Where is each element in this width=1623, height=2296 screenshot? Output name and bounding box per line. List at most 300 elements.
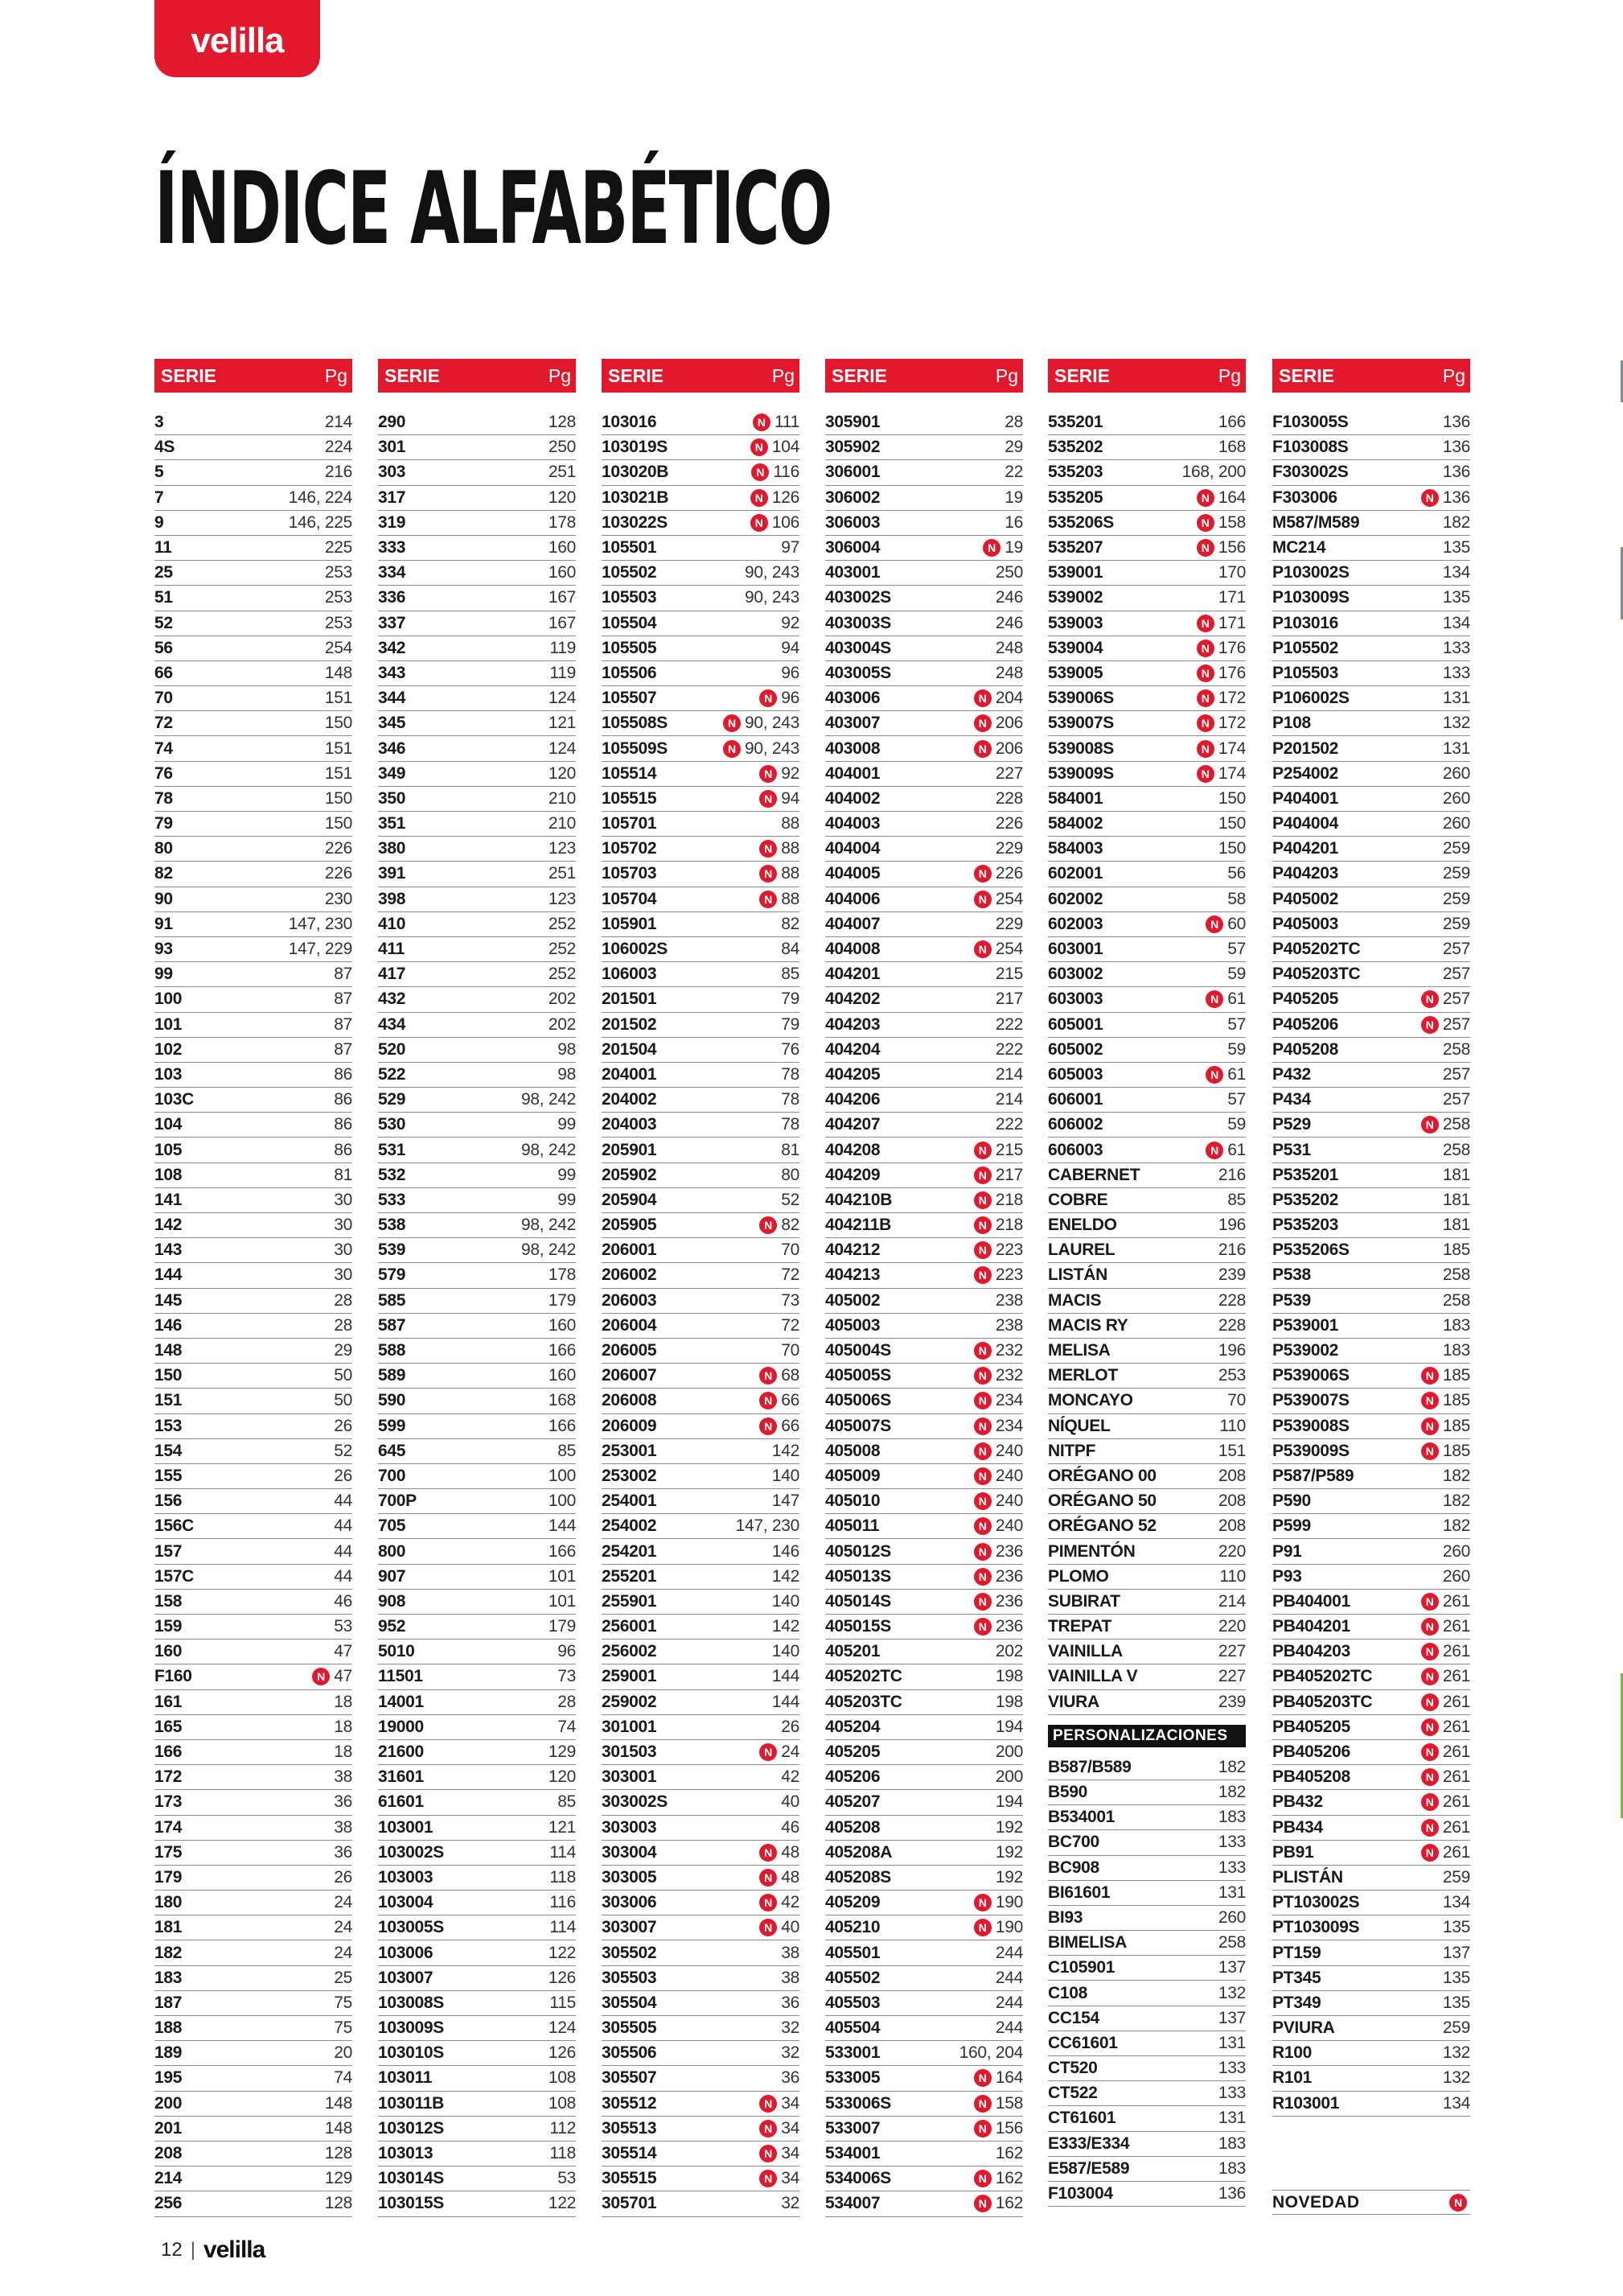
index-row [602,1389,799,1413]
index-row [1048,1664,1246,1689]
page-ref: 214 [995,1064,1023,1084]
serie-code: 306001 [825,463,881,482]
serie-code: 206002 [602,1265,657,1285]
serie-code: 161 [154,1692,183,1711]
page-ref: 261 [1442,1617,1470,1636]
page-ref: 133 [1218,1858,1246,1877]
serie-code: 103011B [378,2093,444,2113]
novedad-badge-icon: N [759,1919,777,1936]
serie-code: P590 [1272,1492,1311,1511]
index-row [1048,511,1246,536]
serie-code: 405007S [825,1416,891,1435]
page-ref: 151 [1218,1441,1246,1460]
serie-code: 204002 [602,1090,657,1109]
index-row [1272,1740,1470,1765]
page-ref: 236 [995,1617,1023,1636]
index-row [602,486,799,511]
index-row [825,2117,1023,2142]
index-row [378,1816,576,1841]
page-ref: 236 [995,1541,1023,1561]
serie-code: 31601 [378,1767,424,1787]
serie-code: 103019S [602,438,668,457]
serie-code: 539 [378,1241,406,1260]
page-ref: 228 [995,788,1023,808]
serie-code: F160 [154,1667,192,1686]
index-row [602,1690,799,1715]
serie-code: 404208 [825,1140,881,1159]
index-row [1048,912,1246,937]
serie-code: 603001 [1048,940,1103,959]
index-row [378,837,576,862]
index-row [1272,1464,1470,1489]
page-ref: 34 [781,2118,799,2138]
page-ref: 59 [1227,965,1246,984]
novedad-badge-icon: N [759,2120,777,2138]
page-ref: 183 [1218,1808,1246,1827]
novedad-badge-icon: N [1421,1016,1439,1034]
index-row [1048,2056,1246,2081]
serie-code: 103014S [378,2169,444,2188]
index-row [1272,1389,1470,1413]
serie-code: 404211B [825,1216,891,1235]
serie-code: 259001 [602,1667,657,1686]
serie-code: B590 [1048,1783,1088,1802]
page-ref: 42 [781,1767,799,1787]
page-ref: 47 [334,1642,352,1661]
index-row [825,1915,1023,1940]
serie-code: 103020B [602,463,669,482]
serie-code: 405013S [825,1566,891,1586]
index-row [378,1113,576,1138]
page-ref: 223 [995,1265,1023,1285]
serie-code: ORÉGANO 00 [1048,1466,1157,1485]
brand-logo [154,0,320,77]
serie-code: PB405202TC [1272,1667,1373,1686]
index-row [1048,636,1246,661]
novedad-badge-icon: N [1197,765,1214,783]
page-ref: 194 [995,1717,1023,1736]
index-row [378,937,576,962]
index-row [378,1514,576,1539]
page-ref: 185 [1442,1241,1470,1260]
index-row [378,2166,576,2191]
page-ref: 132 [1442,2043,1470,2063]
serie-code: 346 [378,739,406,758]
serie-code: P103016 [1272,613,1338,632]
index-row [154,1966,352,1991]
page-ref: 133 [1218,2084,1246,2103]
serie-code: 255201 [602,1566,657,1586]
column-header [378,359,576,393]
index-row [154,1690,352,1715]
serie-code: P103009S [1272,588,1350,607]
index-row [825,1966,1023,1991]
page-ref: 208 [1218,1516,1246,1536]
serie-code: 539008S [1048,739,1114,758]
serie-code: 404006 [825,889,881,908]
index-row [1272,586,1470,611]
page-ref: 258 [1442,1115,1470,1134]
index-row [378,1489,576,1514]
serie-code: P105503 [1272,663,1338,682]
serie-code: 195 [154,2068,183,2088]
page-ref: 72 [781,1265,799,1285]
serie-code: 306004 [825,538,881,558]
page-ref: 38 [334,1767,352,1787]
novedad-badge-icon: N [1421,1743,1439,1761]
serie-code: 103010S [378,2043,444,2063]
header-pg: Pg [1218,364,1241,386]
index-row [825,762,1023,787]
serie-code: 78 [154,788,173,808]
novedad-badge-icon: N [750,489,768,507]
serie-code: PB405206 [1272,1743,1350,1762]
serie-code: 253002 [602,1466,657,1485]
novedad-badge-icon: N [1421,1442,1439,1460]
serie-code: 181 [154,1918,183,1937]
page-ref: 46 [781,1817,799,1837]
novedad-badge-icon: N [759,1418,777,1435]
index-row [602,1590,799,1615]
page-ref: 166 [548,1416,576,1435]
novedad-badge-icon: N [1206,916,1223,933]
serie-code: 531 [378,1140,406,1159]
serie-code: 301 [378,438,406,457]
novedad-badge-icon: N [974,689,992,707]
serie-code: 700P [378,1492,417,1511]
serie-code: 103 [154,1064,183,1084]
index-row [1272,887,1470,912]
page-ref: 257 [1442,990,1470,1009]
page-ref: 44 [334,1516,352,1536]
page-ref: 135 [1442,1993,1470,2012]
serie-code: 405504 [825,2018,881,2038]
serie-code: 11501 [378,1667,423,1686]
page-ref: 185 [1442,1366,1470,1385]
index-row [1272,1188,1470,1213]
page-ref: 260 [1442,814,1470,833]
page-ref: 251 [548,463,576,482]
page-ref: 97 [781,538,799,558]
page-ref: 34 [781,2093,799,2113]
index-row [378,1414,576,1439]
novedad-badge-icon: N [974,1618,992,1636]
serie-code: PT103002S [1272,1893,1360,1912]
index-row [602,1314,799,1339]
page-ref: 225 [324,538,352,558]
index-row [825,1314,1023,1339]
page-ref: 144 [771,1667,799,1686]
novedad-badge-icon: N [759,1367,777,1385]
serie-code: 105501 [602,538,657,558]
index-row [1272,536,1470,561]
index-row [825,1841,1023,1866]
footer-brand: velilla [203,2236,265,2263]
index-row [1048,1489,1246,1514]
page-ref: 179 [548,1617,576,1636]
serie-code: B587/B589 [1048,1757,1132,1776]
novedad-badge-icon: N [974,1467,992,1485]
page-ref: 135 [1442,1918,1470,1937]
page-ref: 30 [334,1190,352,1209]
index-row [1272,1715,1470,1740]
page-ref: 136 [1442,488,1470,507]
index-row [154,837,352,862]
serie-code: 103C [154,1090,195,1109]
page-ref: 118 [549,1867,576,1887]
serie-code: 105504 [602,613,657,632]
serie-code: 206003 [602,1290,657,1310]
serie-code: 305503 [602,1968,657,1987]
index-row [378,1891,576,1915]
page-ref: 132 [1442,2068,1470,2088]
serie-code: P108 [1272,714,1311,733]
index-row [154,2092,352,2117]
serie-code: 533 [378,1190,406,1209]
serie-code: 206008 [602,1391,657,1410]
index-row [1272,1439,1470,1464]
index-row [378,1615,576,1640]
index-row [602,1765,799,1790]
index-row [602,1038,799,1063]
serie-code: 208 [154,2144,183,2163]
page-ref: 172 [1218,689,1246,708]
page-ref: 134 [1442,613,1470,632]
index-row [825,1615,1023,1640]
page-ref: 81 [334,1165,352,1184]
serie-code: 800 [378,1541,406,1561]
page-ref: 160 [548,1315,576,1335]
index-row [378,887,576,912]
serie-code: MELISA [1048,1341,1111,1360]
serie-code: BC908 [1048,1858,1099,1877]
serie-code: 183 [154,1968,183,1987]
serie-code: 103021B [602,488,669,507]
serie-code: 342 [378,638,406,657]
index-row [378,2016,576,2041]
index-row [602,1364,799,1389]
page-ref: 181 [1442,1165,1470,1184]
page-ref: 260 [1442,1541,1470,1561]
index-row [825,1489,1023,1514]
serie-code: 606003 [1048,1140,1103,1159]
page-ref: 115 [549,1993,576,2012]
page-ref: 50 [334,1366,352,1385]
page-ref: 182 [1442,512,1470,532]
serie-code: P404004 [1272,814,1338,833]
page-ref: 196 [1218,1341,1246,1360]
serie-code: 522 [378,1064,406,1084]
serie-code: 535206S [1048,512,1114,532]
serie-code: NITPF [1048,1441,1096,1460]
page-ref: 119 [549,638,576,657]
page-ref: 84 [781,940,799,959]
index-row [825,1439,1023,1464]
index-row [1048,1981,1246,2006]
header-pg: Pg [324,364,347,386]
index-row [602,1991,799,2016]
novedad-badge-icon: N [723,740,741,758]
index-row [602,762,799,787]
serie-code: 214 [154,2169,183,2188]
novedad-badge-icon: N [974,940,992,958]
serie-code: ENELDO [1048,1216,1117,1235]
page-ref: 215 [995,1140,1023,1159]
serie-code: 538 [378,1216,406,1235]
page-ref: 119 [549,663,576,682]
index-row [825,410,1023,435]
page-ref: 74 [557,1717,576,1736]
index-row [602,561,799,586]
serie-code: F103004 [1048,2184,1113,2203]
index-row [825,1013,1023,1038]
serie-code: 204003 [602,1115,657,1134]
page-ref: 244 [995,1968,1023,1987]
page-ref: 110 [1219,1416,1246,1435]
serie-code: 154 [154,1441,183,1460]
index-row [154,1715,352,1740]
serie-code: 350 [378,788,406,808]
serie-code: P93 [1272,1566,1302,1586]
novedad-badge-icon: N [1421,990,1439,1008]
page-footer [161,2236,265,2264]
serie-code: 105702 [602,839,657,858]
index-row [602,661,799,686]
page-ref: 18 [334,1743,352,1762]
page-ref: 254 [324,638,352,657]
serie-code: 404204 [825,1039,881,1059]
novedad-badge-icon: N [983,539,1001,557]
index-row [154,435,352,460]
index-row [378,1765,576,1790]
index-row [154,762,352,787]
page-ref: 190 [995,1893,1023,1912]
serie-code: BC700 [1048,1833,1099,1852]
serie-code: P404201 [1272,839,1338,858]
index-row [1048,1188,1246,1213]
page-ref: 70 [1227,1391,1246,1410]
page-ref: 99 [557,1115,576,1134]
index-row [378,611,576,636]
index-row [825,2142,1023,2166]
index-row [378,711,576,736]
page-ref: 160 [548,563,576,582]
page-ref: 88 [781,839,799,858]
index-row [602,686,799,711]
serie-code: 645 [378,1441,406,1460]
page-ref: 126 [548,2043,576,2063]
page-ref: 150 [1218,788,1246,808]
index-row [154,1615,352,1640]
page-ref: 108 [548,2093,576,2113]
novedad-badge-icon: N [1421,1793,1439,1811]
novedad-badge-icon: N [974,1492,992,1510]
index-column [378,359,576,2217]
page-ref: 78 [781,1064,799,1084]
index-row [154,1565,352,1590]
index-row [825,1640,1023,1664]
page-ref: 94 [781,788,799,808]
page-ref: 94 [781,638,799,657]
serie-code: P91 [1272,1541,1302,1561]
page-ref: 133 [1218,2059,1246,2078]
page-ref: 72 [781,1315,799,1335]
index-row [825,536,1023,561]
novedad-badge-icon: N [759,840,777,858]
serie-code: 405201 [825,1642,881,1661]
serie-code: 535203 [1048,463,1103,482]
serie-code: 380 [378,839,406,858]
index-row [602,1439,799,1464]
page-ref: 26 [781,1717,799,1736]
index-row [825,1063,1023,1088]
serie-code: PLISTÁN [1272,1867,1343,1887]
page-ref: 183 [1218,2133,1246,2153]
novedad-badge-icon: N [759,765,777,783]
index-row [154,1038,352,1063]
serie-code: 405206 [825,1767,881,1787]
serie-code: 539005 [1048,663,1103,682]
page-ref: 261 [1442,1767,1470,1787]
index-row [378,586,576,611]
serie-code: 404005 [825,864,881,883]
serie-code: 589 [378,1366,406,1385]
page-ref: 132 [1218,1983,1246,2002]
serie-code: 91 [154,914,173,933]
page-ref: 215 [995,965,1023,984]
page-ref: 128 [548,413,576,432]
index-row [825,1414,1023,1439]
index-row [154,611,352,636]
page-ref: 137 [1218,2008,1246,2027]
page-ref: 239 [1218,1692,1246,1711]
novedad-badge-icon: N [974,1167,992,1184]
page-ref: 246 [995,613,1023,632]
serie-code: 404213 [825,1265,881,1285]
serie-code: 206007 [602,1366,657,1385]
serie-code: PB434 [1272,1817,1323,1837]
index-row [1272,736,1470,761]
page-ref: 183 [1442,1341,1470,1360]
serie-code: 588 [378,1341,406,1360]
serie-code: 405502 [825,1968,881,1987]
serie-code: PB405205 [1272,1717,1350,1736]
serie-code: PB404201 [1272,1617,1350,1636]
page-ref: 28 [334,1315,352,1335]
novedad-badge-icon: N [759,865,777,883]
index-row [378,1163,576,1188]
page-ref: 257 [1442,965,1470,984]
serie-code: 7 [154,488,164,507]
index-row [154,937,352,962]
serie-code: PB91 [1272,1842,1314,1862]
serie-code: P539001 [1272,1315,1338,1335]
serie-code: 405006S [825,1391,891,1410]
serie-code: 201504 [602,1039,657,1059]
index-row [378,1289,576,1314]
serie-code: 102 [154,1039,183,1059]
page-ref: 82 [781,914,799,933]
serie-code: 405503 [825,1993,881,2012]
page-ref: 182 [1442,1492,1470,1511]
index-row [825,1664,1023,1689]
serie-code: 305701 [602,2194,657,2213]
index-row [378,686,576,711]
novedad-badge-icon: N [759,2170,777,2187]
page-number: 12 [161,2239,183,2261]
serie-code: VAINILLA V [1048,1667,1138,1686]
page-ref: 52 [334,1441,352,1460]
